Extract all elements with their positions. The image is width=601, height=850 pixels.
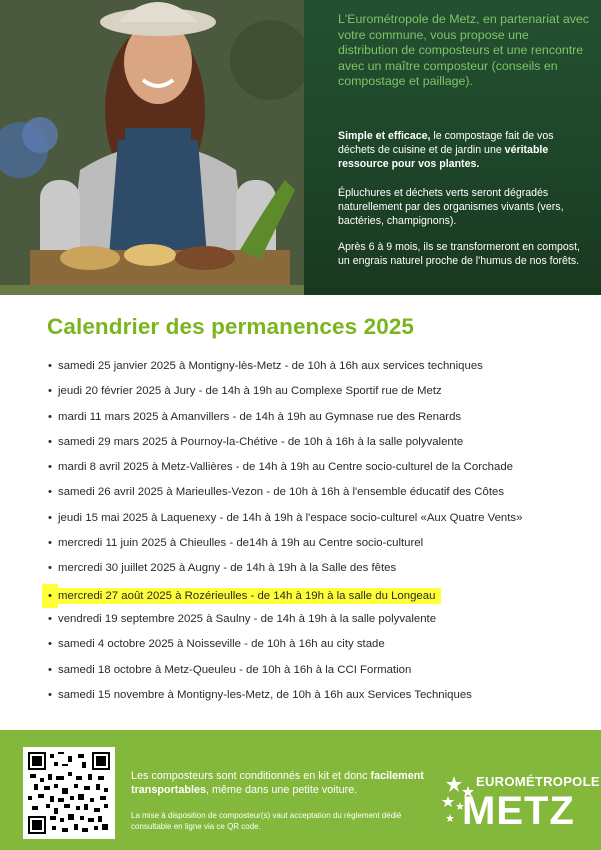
calendar-item bbox=[48, 685, 593, 710]
bullet: • bbox=[48, 461, 52, 474]
photo-illustration bbox=[0, 0, 304, 295]
calendar-item-text: jeudi 15 mai 2025 à Laquenexy - de 14h à 19h à l'espace socio-culturel «Aux Quatre Vents» bbox=[58, 511, 523, 524]
bullet: • bbox=[48, 410, 52, 423]
footer-legal-text: La mise à disposition de composteur(s) vaut acceptation du règlement dédié consultable en ligne via ce QR code. bbox=[131, 811, 402, 831]
footer-kit-bold: facilement transportables bbox=[131, 770, 424, 796]
footer-kit-end: , même dans une petite voiture. bbox=[206, 783, 358, 796]
bullet: • bbox=[48, 537, 52, 550]
bullet: • bbox=[48, 663, 52, 676]
bullet: • bbox=[48, 385, 52, 398]
bullet: • bbox=[48, 486, 52, 499]
calendar-item bbox=[48, 609, 593, 634]
qr-pattern bbox=[28, 752, 110, 834]
bullet: • bbox=[48, 511, 52, 524]
calendar-title: Calendrier des permanences 2025 bbox=[47, 314, 415, 339]
calendar-item bbox=[48, 634, 593, 659]
logo-metz: METZ bbox=[462, 789, 575, 833]
eurometropole-metz-logo bbox=[440, 772, 600, 838]
bullet: • bbox=[48, 360, 52, 372]
calendar-item bbox=[48, 482, 593, 507]
calendar-item-text: samedi 15 novembre à Montigny-les-Metz, de 10h à 16h aux Services Techniques bbox=[58, 688, 472, 701]
bullet: • bbox=[42, 584, 58, 608]
bullet: • bbox=[48, 562, 52, 575]
compost-benefit-text bbox=[338, 129, 592, 172]
calendar-item bbox=[48, 381, 593, 406]
calendar-item bbox=[48, 407, 593, 432]
calendar-item bbox=[48, 432, 593, 457]
ressource-bold: véritable ressource pour vos plantes. bbox=[338, 144, 549, 171]
calendar-item bbox=[48, 508, 593, 533]
calendar-item bbox=[48, 356, 593, 381]
calendar-item-text: mercredi 11 juin 2025 à Chieulles - de14h à 19h au Centre socio-culturel bbox=[58, 537, 424, 550]
calendar-item-text: samedi 29 mars 2025 à Pournoy-la-Chétive - de 10h à 16h à la salle polyvalente bbox=[58, 435, 464, 448]
calendar-item-text: vendredi 19 septembre 2025 à Saulny - de 14h à 19h à la salle polyvalente bbox=[58, 612, 437, 625]
calendar-item-text: samedi 25 janvier 2025 à Montigny-lès-Metz - de 10h à 16h aux services techniques bbox=[58, 360, 483, 372]
logo-eurometropole: EUROMÉTROPOLE bbox=[476, 774, 600, 789]
compost-time-text: Après 6 à 9 mois, ils se transformeront en compost, un engrais naturel proche de l'humus de nos forêts. bbox=[338, 241, 580, 268]
calendar-item-text: samedi 18 octobre à Metz-Queuleu - de 10h à 16h à la CCI Formation bbox=[58, 663, 412, 676]
calendar-item bbox=[48, 533, 593, 558]
calendar-item-text: mercredi 27 août 2025 à Rozérieulles - de 14h à 19h à la salle du Longeau bbox=[57, 588, 441, 604]
footer-kit-line: Les composteurs sont conditionnés en kit et donc bbox=[131, 770, 371, 782]
calendar-item bbox=[48, 457, 593, 482]
calendar-list bbox=[48, 356, 593, 710]
bullet: • bbox=[48, 638, 52, 651]
calendar-item-text: mercredi 30 juillet 2025 à Augny - de 14h à 19h à la Salle des fêtes bbox=[58, 562, 397, 575]
bullet: • bbox=[48, 612, 52, 625]
qr-code[interactable] bbox=[23, 747, 115, 839]
calendar-item-highlighted bbox=[48, 584, 593, 609]
footer-kit-text bbox=[131, 770, 431, 798]
calendar-item-text: mardi 11 mars 2025 à Amanvillers - de 14h à 19h au Gymnase rue des Renards bbox=[58, 410, 462, 423]
calendar-item-text: jeudi 20 février 2025 à Jury - de 14h à 19h au Complexe Sportif rue de Metz bbox=[58, 385, 442, 398]
woman-with-compost-photo bbox=[0, 0, 304, 295]
organisms-text: Épluchures et déchets verts seront dégradés naturellement par des organismes vivants (vers, bactéries, champignons). bbox=[338, 187, 564, 228]
simple-efficace-bold: Simple et efficace, bbox=[338, 130, 431, 142]
calendar-item-text: mardi 8 avril 2025 à Metz-Vallières - de 14h à 19h au Centre socio-culturel de la Corchade bbox=[58, 461, 514, 474]
intro-text: L'Eurométropole de Metz, en partenariat avec votre commune, vous propose une distribution de composteurs et une rencontre avec un maître composteur (conseils en compostage et paillage). bbox=[338, 12, 590, 89]
compost-benefit-body: le compostage fait de vos déchets de cuisine et de jardin une bbox=[338, 130, 554, 157]
calendar-item-text: samedi 4 octobre 2025 à Noisseville - de 10h à 16h au city stade bbox=[58, 638, 385, 651]
calendar-item bbox=[48, 558, 593, 583]
calendar-item bbox=[48, 660, 593, 685]
bullet: • bbox=[48, 435, 52, 448]
calendar-item-text: samedi 26 avril 2025 à Marieulles-Vezon - de 10h à 16h à l'ensemble éducatif des Côtes bbox=[58, 486, 505, 499]
bullet: • bbox=[48, 688, 52, 701]
